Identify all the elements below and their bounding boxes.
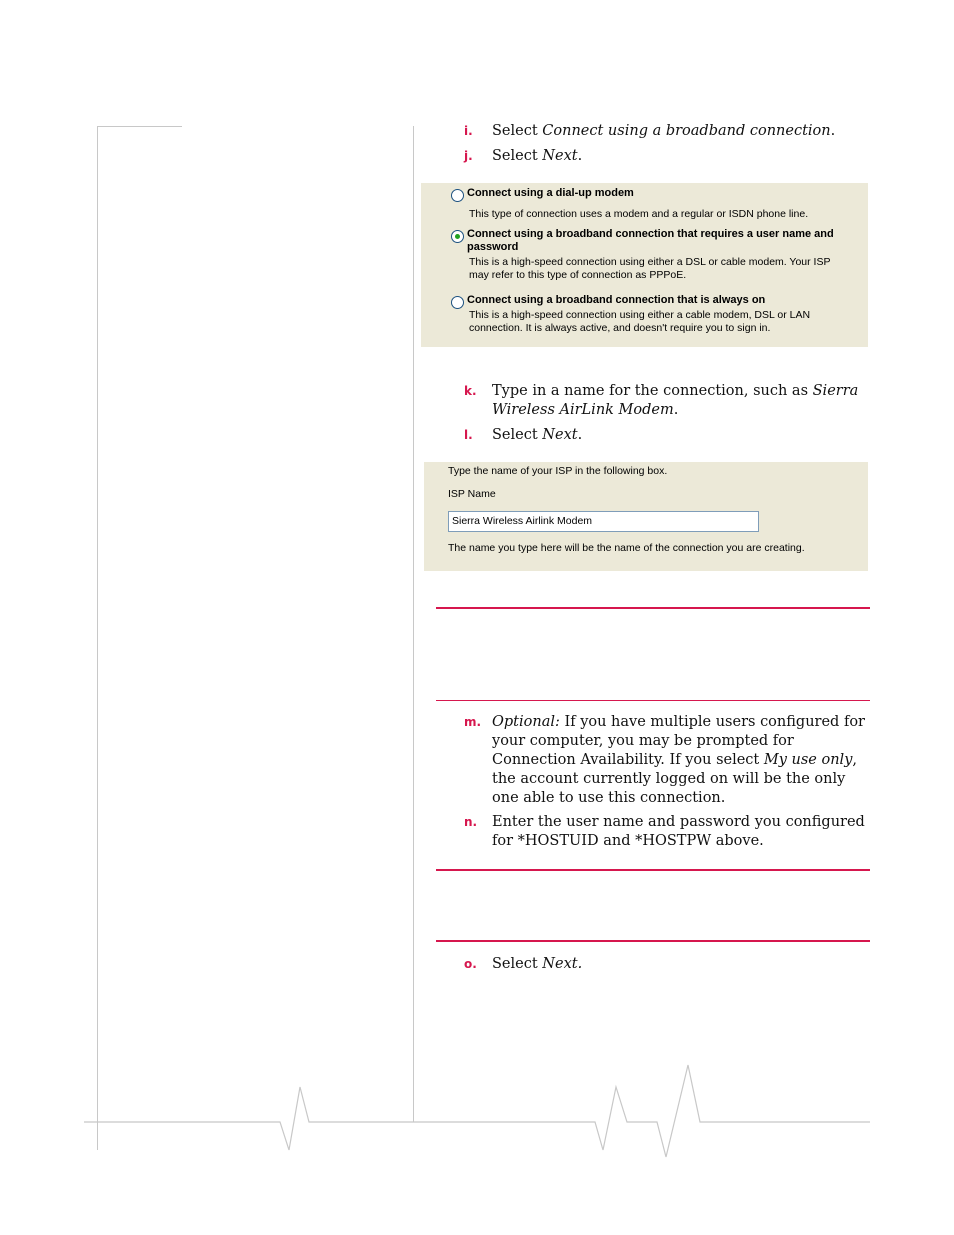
note-top-rule (436, 869, 870, 871)
step-i (464, 122, 874, 142)
option-description: This is a high-speed connection using either a DSL or cable modem. Your ISP may refer to this type of connection as PPPoE. (469, 256, 831, 281)
step-text: Select Next. (492, 427, 583, 443)
step-label: o. (464, 957, 477, 971)
isp-name-panel (424, 462, 868, 571)
step-o (464, 955, 874, 975)
step-k (464, 382, 874, 422)
radio-broadband-login-selected[interactable] (451, 230, 464, 243)
step-l (464, 426, 874, 446)
note-bottom-rule (436, 940, 870, 942)
step-label: j. (464, 149, 473, 163)
step-text: Select Next. (492, 148, 583, 164)
step-label: l. (464, 428, 473, 442)
connection-type-panel (421, 183, 868, 347)
step-label: m. (464, 715, 482, 729)
isp-name-label: ISP Name (448, 488, 496, 500)
step-j (464, 147, 874, 167)
isp-instruction: Type the name of your ISP in the following box. (448, 465, 668, 477)
note-bottom-rule (436, 700, 870, 701)
step-text: Select Connect using a broadband connection. (492, 123, 836, 139)
option-broadband-login[interactable] (451, 228, 851, 283)
option-broadband-always-on[interactable] (451, 294, 851, 340)
option-dial-up[interactable] (451, 187, 851, 221)
step-n (464, 813, 874, 853)
step-text: Optional: If you have multiple users configured for your computer, you may be prompted for Connection Availability. If you select My use only, the account currently logged on will be the only one able to use this connection. (492, 714, 865, 806)
step-text: Select Next. (492, 956, 583, 972)
radio-broadband-always-on[interactable] (451, 296, 464, 309)
option-title: Connect using a dial-up modem (467, 187, 634, 199)
note-top-rule (436, 607, 870, 609)
step-text: Enter the user name and password you configured for *HOSTUID and *HOSTPW above. (492, 814, 865, 849)
step-label: i. (464, 124, 473, 138)
step-text: Type in a name for the connection, such as Sierra Wireless AirLink Modem. (492, 383, 859, 418)
isp-note: The name you type here will be the name of the connection you are creating. (448, 542, 805, 554)
option-title: Connect using a broadband connection that requires a user name and password (467, 228, 834, 253)
option-title: Connect using a broadband connection that is always on (467, 294, 766, 306)
radio-dial-up[interactable] (451, 189, 464, 202)
step-label: k. (464, 384, 477, 398)
step-label: n. (464, 815, 478, 829)
option-description: This is a high-speed connection using either a cable modem, DSL or LAN connection. It is always active, and doesn't require you to sign in. (469, 309, 811, 334)
step-m (464, 713, 874, 809)
isp-name-input[interactable]: Sierra Wireless Airlink Modem (448, 511, 759, 532)
option-description: This type of connection uses a modem and a regular or ISDN phone line. (469, 208, 809, 220)
